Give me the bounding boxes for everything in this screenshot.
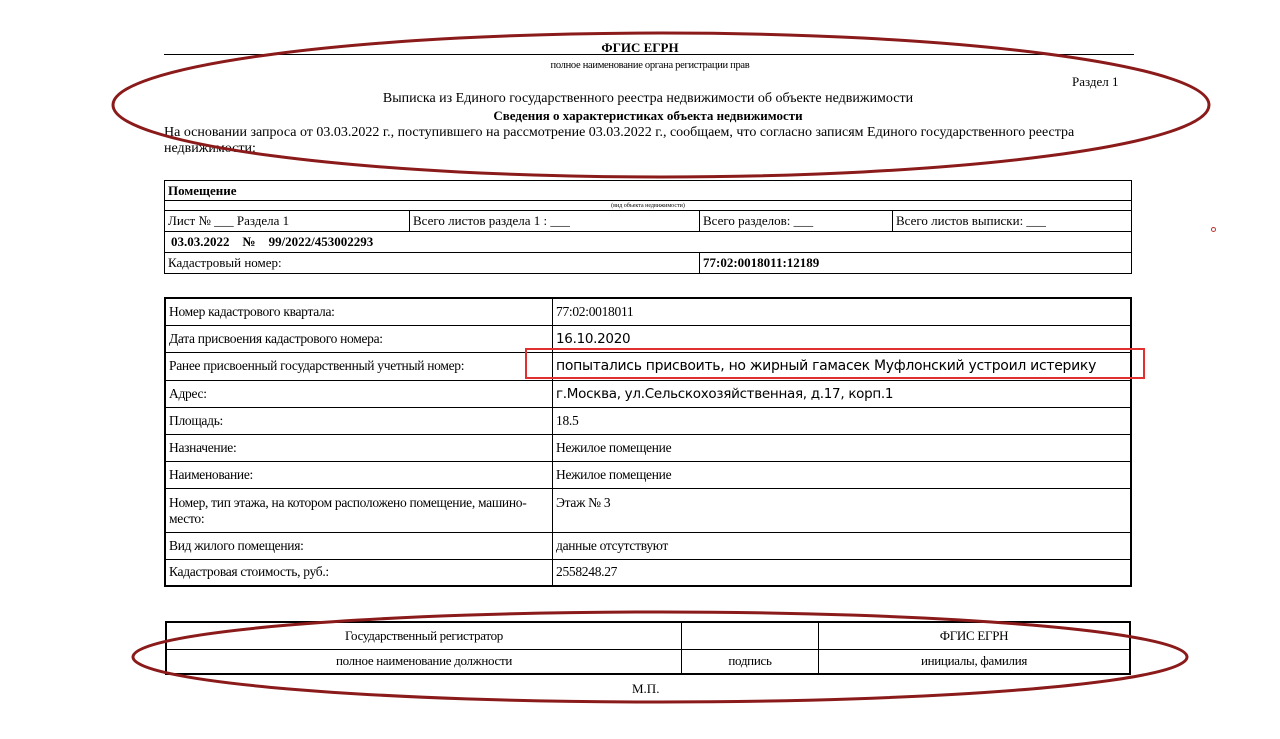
row-value: Этаж № 3 bbox=[553, 488, 1132, 532]
signature-table bbox=[165, 621, 1131, 675]
org-name: ФГИС ЕГРН bbox=[601, 40, 679, 55]
sheet-number: Лист № ___ Раздела 1 bbox=[165, 211, 410, 232]
row-label: Номер кадастрового квартала: bbox=[165, 298, 553, 325]
table-row bbox=[165, 298, 1131, 325]
row-label: Номер, тип этажа, на котором расположено помещение, машино-место: bbox=[165, 488, 553, 532]
row-value: 16.10.2020 bbox=[553, 325, 1132, 352]
row-label: Площадь: bbox=[165, 407, 553, 434]
object-table bbox=[164, 180, 1132, 274]
row-value: данные отсутствуют bbox=[553, 532, 1132, 559]
position-caption: полное наименование должности bbox=[166, 649, 682, 674]
signature-caption: подпись bbox=[682, 649, 819, 674]
row-label: Ранее присвоенный государственный учетный номер: bbox=[165, 352, 553, 380]
date-number: 03.03.2022 № 99/2022/453002293 bbox=[165, 232, 1132, 253]
row-label: Кадастровая стоимость, руб.: bbox=[165, 559, 553, 586]
sheets-in-section: Всего листов раздела 1 : ___ bbox=[410, 211, 700, 232]
object-type-caption: (вид объекта недвижимости) bbox=[165, 201, 1132, 211]
row-label: Наименование: bbox=[165, 461, 553, 488]
details-table bbox=[164, 297, 1132, 587]
highlight-box bbox=[525, 348, 1145, 379]
table-row bbox=[165, 461, 1131, 488]
registrar-position: Государственный регистратор bbox=[166, 622, 682, 649]
sheets-total: Всего листов выписки: ___ bbox=[893, 211, 1132, 232]
signature-cell bbox=[682, 622, 819, 649]
sections-total: Всего разделов: ___ bbox=[700, 211, 893, 232]
row-value: попытались присвоить, но жирный гамасек Муфлонский устроил истерику bbox=[553, 352, 1132, 380]
table-row bbox=[165, 434, 1131, 461]
basis-text: На основании запроса от 03.03.2022 г., поступившего на рассмотрение 03.03.2022 г., сообщаем, что согласно записям Единого государственного реестра недвижимости: bbox=[164, 125, 1075, 156]
cadastral-label: Кадастровый номер: bbox=[165, 253, 700, 274]
row-value: Нежилое помещение bbox=[553, 461, 1132, 488]
row-value: Нежилое помещение bbox=[553, 434, 1132, 461]
cadastral-value: 77:02:0018011:12189 bbox=[700, 253, 1132, 274]
row-value: 77:02:0018011 bbox=[553, 298, 1132, 325]
row-value: 18.5 bbox=[553, 407, 1132, 434]
table-row bbox=[165, 532, 1131, 559]
document-title: Выписка из Единого государственного реестра недвижимости об объекте недвижимости bbox=[382, 91, 914, 106]
row-value: 2558248.27 bbox=[553, 559, 1132, 586]
document-subtitle: Сведения о характеристиках объекта недвижимости bbox=[493, 108, 803, 123]
header-divider bbox=[164, 54, 1134, 55]
name-caption: инициалы, фамилия bbox=[819, 649, 1131, 674]
org-caption: полное наименование органа регистрации прав bbox=[550, 60, 750, 71]
object-type: Помещение bbox=[165, 181, 1132, 201]
table-row bbox=[165, 407, 1131, 434]
section-label: Раздел 1 bbox=[1072, 74, 1119, 89]
table-row bbox=[165, 559, 1131, 586]
row-label: Вид жилого помещения: bbox=[165, 532, 553, 559]
row-label: Адрес: bbox=[165, 380, 553, 407]
row-label: Дата присвоения кадастрового номера: bbox=[165, 325, 553, 352]
table-row bbox=[165, 380, 1131, 407]
stamp-label: М.П. bbox=[632, 681, 660, 696]
registrar-name: ФГИС ЕГРН bbox=[819, 622, 1131, 649]
stray-dot bbox=[1211, 227, 1216, 232]
row-value: г.Москва, ул.Сельскохозяйственная, д.17, корп.1 bbox=[553, 380, 1132, 407]
row-label: Назначение: bbox=[165, 434, 553, 461]
table-row bbox=[165, 488, 1131, 532]
